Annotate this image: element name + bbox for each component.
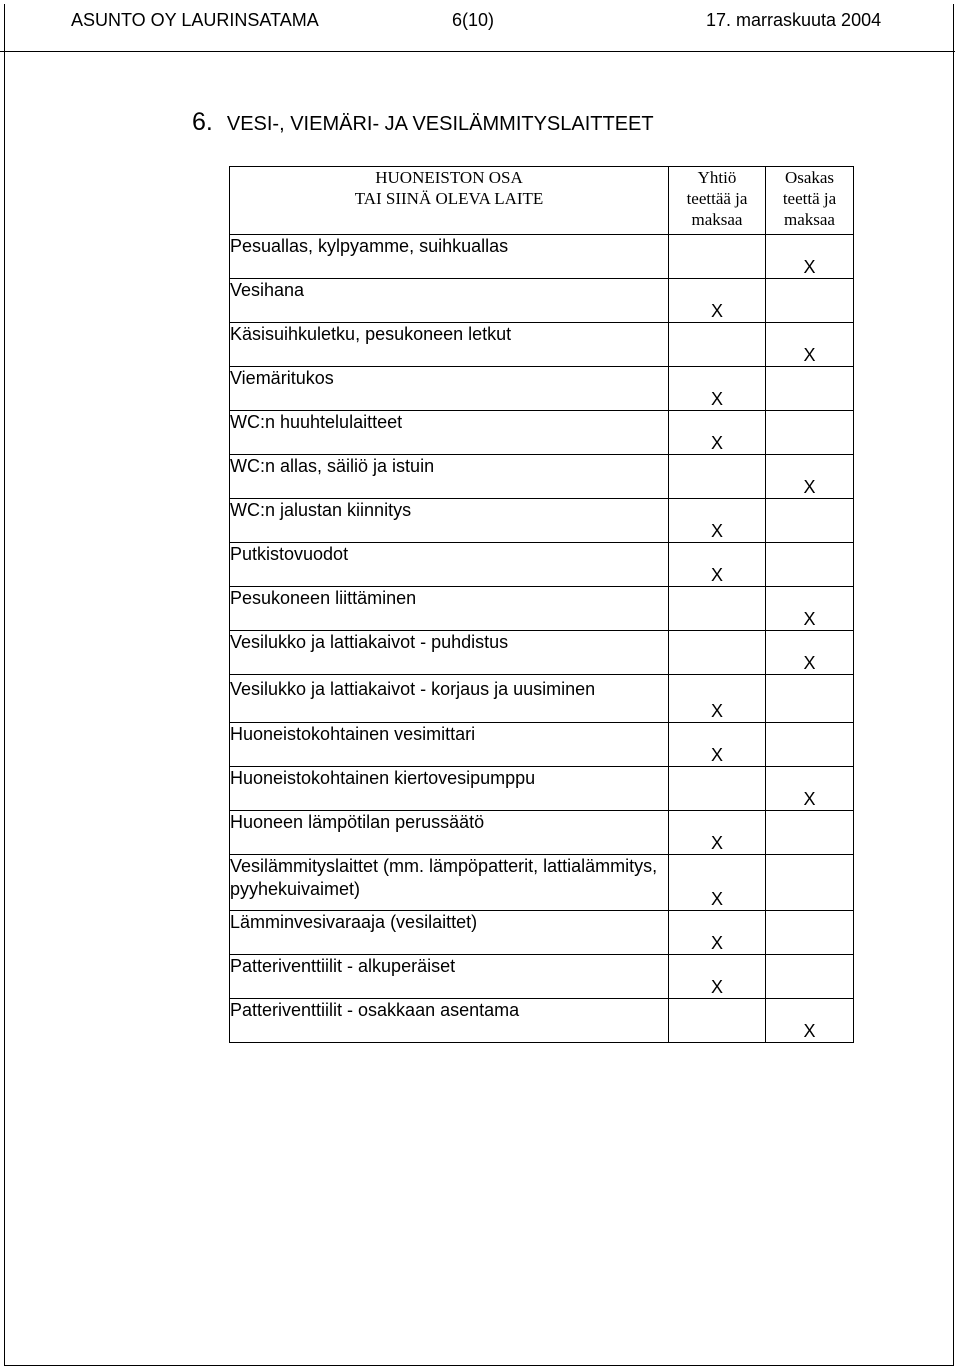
company-mark bbox=[669, 999, 766, 1043]
row-label: Vesilukko ja lattiakaivot - puhdistus bbox=[230, 631, 669, 675]
row-label: Huoneistokohtainen kiertovesipumppu bbox=[230, 767, 669, 811]
table-row bbox=[230, 723, 854, 767]
table-row bbox=[230, 911, 854, 955]
owner-mark bbox=[766, 955, 854, 999]
company-mark: X bbox=[669, 499, 766, 543]
column-header-owner-line3: maksaa bbox=[784, 210, 835, 229]
table-row bbox=[230, 323, 854, 367]
company-mark: X bbox=[669, 855, 766, 911]
row-label: Viemäritukos bbox=[230, 367, 669, 411]
table-row bbox=[230, 587, 854, 631]
company-mark: X bbox=[669, 911, 766, 955]
table-row bbox=[230, 411, 854, 455]
owner-mark bbox=[766, 855, 854, 911]
row-label: Putkistovuodot bbox=[230, 543, 669, 587]
owner-mark: X bbox=[766, 235, 854, 279]
owner-mark: X bbox=[766, 587, 854, 631]
column-header-company-line2: teettää ja bbox=[686, 189, 748, 208]
table-row bbox=[230, 367, 854, 411]
row-label: Lämminvesivaraaja (vesilaittet) bbox=[230, 911, 669, 955]
company-mark bbox=[669, 587, 766, 631]
table-row bbox=[230, 455, 854, 499]
owner-mark bbox=[766, 499, 854, 543]
row-label: Huoneen lämpötilan perussäätö bbox=[230, 811, 669, 855]
company-mark: X bbox=[669, 367, 766, 411]
row-label: Vesihana bbox=[230, 279, 669, 323]
row-label: Käsisuihkuletku, pesukoneen letkut bbox=[230, 323, 669, 367]
company-mark: X bbox=[669, 411, 766, 455]
column-header-company bbox=[669, 167, 766, 235]
row-label: Patteriventtiilit - osakkaan asentama bbox=[230, 999, 669, 1043]
responsibility-table bbox=[229, 166, 854, 1043]
table-row bbox=[230, 955, 854, 999]
column-header-item-line1: HUONEISTON OSA bbox=[375, 168, 523, 187]
owner-mark: X bbox=[766, 631, 854, 675]
section-title: VESI-, VIEMÄRI- JA VESILÄMMITYSLAITTEET bbox=[226, 113, 654, 135]
company-mark bbox=[669, 235, 766, 279]
table-row bbox=[230, 543, 854, 587]
owner-mark: X bbox=[766, 767, 854, 811]
header-page-number: 6(10) bbox=[452, 10, 495, 30]
table-row bbox=[230, 675, 854, 723]
section-heading bbox=[192, 108, 654, 137]
column-header-item-line2: TAI SIINÄ OLEVA LAITE bbox=[354, 189, 544, 208]
owner-mark: X bbox=[766, 999, 854, 1043]
header-date: 17. marraskuuta 2004 bbox=[706, 10, 882, 30]
table-row bbox=[230, 499, 854, 543]
table-row bbox=[230, 811, 854, 855]
table-row bbox=[230, 279, 854, 323]
owner-mark bbox=[766, 911, 854, 955]
company-mark bbox=[669, 631, 766, 675]
table-row bbox=[230, 855, 854, 911]
company-mark bbox=[669, 323, 766, 367]
owner-mark bbox=[766, 675, 854, 723]
company-mark: X bbox=[669, 675, 766, 723]
row-label: Vesilämmityslaittet (mm. lämpöpatterit, lattialämmitys, pyyhekuivaimet) bbox=[230, 855, 669, 911]
row-label: WC:n allas, säiliö ja istuin bbox=[230, 455, 669, 499]
owner-mark bbox=[766, 811, 854, 855]
column-header-owner-line2: teettä ja bbox=[782, 189, 837, 208]
column-header-owner-line1: Osakas bbox=[784, 168, 835, 187]
table-row bbox=[230, 999, 854, 1043]
company-mark: X bbox=[669, 279, 766, 323]
company-mark: X bbox=[669, 543, 766, 587]
row-label: Vesilukko ja lattiakaivot - korjaus ja uusiminen bbox=[230, 675, 669, 723]
column-header-company-line3: maksaa bbox=[691, 210, 743, 229]
column-header-company-line1: Yhtiö bbox=[697, 168, 737, 187]
company-mark: X bbox=[669, 955, 766, 999]
page-header bbox=[0, 0, 955, 52]
column-header-item bbox=[230, 167, 669, 235]
company-mark bbox=[669, 767, 766, 811]
header-company: ASUNTO OY LAURINSATAMA bbox=[71, 10, 319, 30]
company-mark bbox=[669, 455, 766, 499]
owner-mark bbox=[766, 279, 854, 323]
table-header-row bbox=[230, 167, 854, 235]
owner-mark bbox=[766, 367, 854, 411]
table-row bbox=[230, 235, 854, 279]
table-row bbox=[230, 767, 854, 811]
row-label: WC:n jalustan kiinnitys bbox=[230, 499, 669, 543]
table-row bbox=[230, 631, 854, 675]
row-label: Pesukoneen liittäminen bbox=[230, 587, 669, 631]
owner-mark: X bbox=[766, 455, 854, 499]
table-body bbox=[230, 235, 854, 1043]
row-label: WC:n huuhtelulaitteet bbox=[230, 411, 669, 455]
owner-mark bbox=[766, 543, 854, 587]
owner-mark bbox=[766, 723, 854, 767]
row-label: Patteriventtiilit - alkuperäiset bbox=[230, 955, 669, 999]
row-label: Huoneistokohtainen vesimittari bbox=[230, 723, 669, 767]
company-mark: X bbox=[669, 811, 766, 855]
section-number: 6. bbox=[192, 108, 213, 136]
owner-mark: X bbox=[766, 323, 854, 367]
column-header-owner bbox=[766, 167, 854, 235]
row-label: Pesuallas, kylpyamme, suihkuallas bbox=[230, 235, 669, 279]
company-mark: X bbox=[669, 723, 766, 767]
owner-mark bbox=[766, 411, 854, 455]
